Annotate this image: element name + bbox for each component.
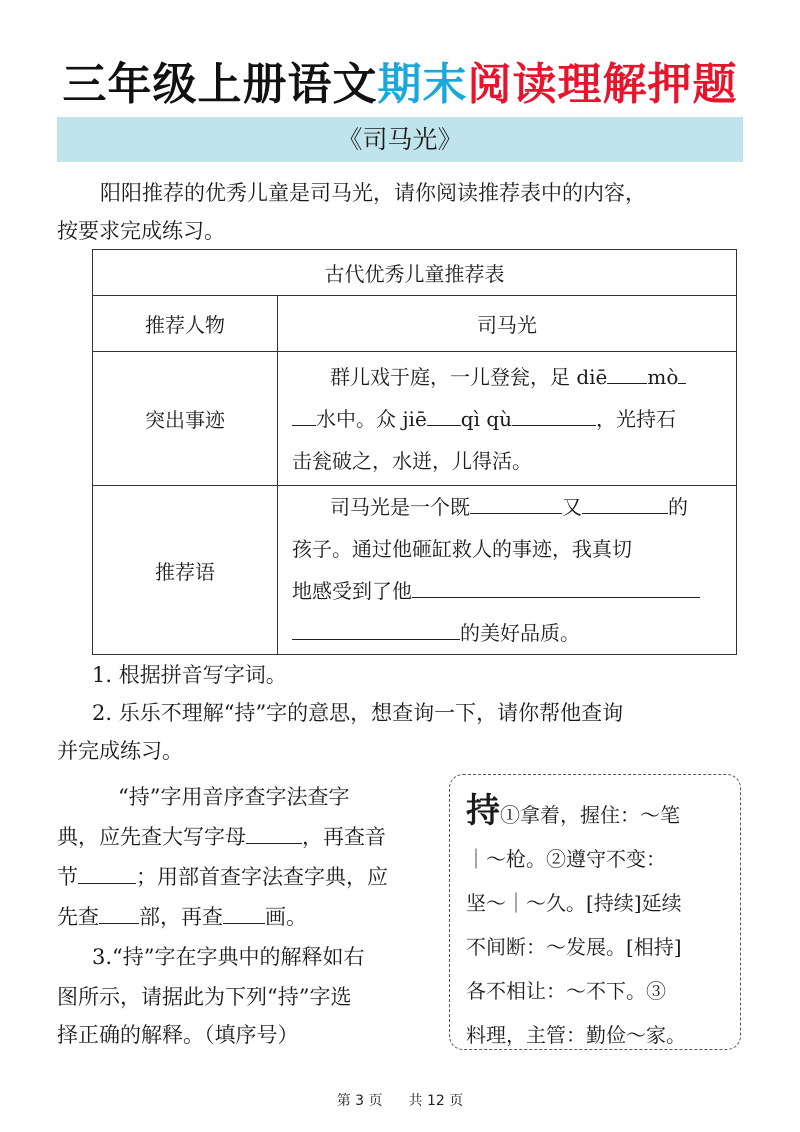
title-part-1: 三年级上册语文 xyxy=(62,59,378,110)
blank-quality-2[interactable] xyxy=(582,491,668,514)
person-value: 司马光 xyxy=(278,296,737,352)
blank-quality-3b[interactable] xyxy=(292,617,460,640)
title-part-2: 期末 xyxy=(377,59,468,110)
question-3-line-3: 择正确的解释。（填序号） xyxy=(57,1023,299,1047)
blank-quality-1[interactable] xyxy=(470,491,562,514)
recommend-line-1: 司马光是一个既 xyxy=(330,495,470,519)
blank-die[interactable] xyxy=(607,361,647,384)
dictionary-line-4: 不间断：～发展。[相持] xyxy=(466,935,682,959)
blank-capital-letter[interactable] xyxy=(246,821,302,844)
blank-mo-a[interactable] xyxy=(678,361,686,384)
lookup-line-3-a: 节 xyxy=(57,865,78,889)
question-3-line-2: 图所示，请据此为下列“持”字选 xyxy=(57,985,352,1009)
lookup-line-4 xyxy=(57,898,307,936)
lookup-line-2-b: ，再查音 xyxy=(302,825,386,849)
question-3-line-1: 3.“持”字在字典中的解释如右 xyxy=(92,945,365,969)
table-caption: 古代优秀儿童推荐表 xyxy=(93,250,737,296)
intro-line-1: 阳阳推荐的优秀儿童是司马光，请你阅读推荐表中的内容， xyxy=(100,181,646,205)
title-part-3: 阅读理解押题 xyxy=(467,59,738,110)
recommend-text xyxy=(278,486,737,655)
deeds-line-1: 群儿戏于庭，一儿登瓮，足 diē xyxy=(330,364,608,389)
deeds-label: 突出事迹 xyxy=(93,352,278,486)
question-1: 1. 根据拼音写字词。 xyxy=(92,663,287,687)
dictionary-line-1: ①拿着，握住：～笔 xyxy=(500,803,680,827)
blank-syllable[interactable] xyxy=(78,861,136,884)
lookup-line-1: “持”字用音序查字法查字 xyxy=(118,785,350,809)
recommend-you: 又 xyxy=(562,495,582,519)
blank-radical[interactable] xyxy=(99,901,139,924)
lookup-line-2 xyxy=(57,818,386,856)
dictionary-line-3: 坚～｜～久。[持续]延续 xyxy=(466,891,682,915)
lookup-line-2-a: 典，应先查大写字母 xyxy=(57,825,246,849)
section-title: 《司马光》 xyxy=(57,117,743,162)
recommend-label: 推荐语 xyxy=(93,486,278,655)
pinyin-mo: mò xyxy=(647,364,679,389)
deeds-line-2: 水中。众 jiē xyxy=(316,406,427,431)
recommend-line-3: 地感受到了他 xyxy=(292,579,412,603)
blank-jie[interactable] xyxy=(427,403,461,426)
deeds-text xyxy=(278,352,737,486)
recommend-de: 的 xyxy=(668,495,688,519)
page-footer xyxy=(0,1090,800,1110)
dictionary-line-2: ｜～枪。②遵守不变： xyxy=(466,847,666,871)
recommend-line-2: 孩子。通过他砸缸救人的事迹，我真切 xyxy=(292,537,632,561)
recommend-line-4: 的美好品质。 xyxy=(460,621,580,645)
recommendation-table xyxy=(92,249,737,655)
deeds-line-2-end: ，光持石 xyxy=(596,406,677,431)
blank-strokes[interactable] xyxy=(223,901,265,924)
page-total: 共 12 页 xyxy=(408,1093,464,1109)
pinyin-qiqu: qì qù xyxy=(460,406,513,431)
lookup-line-4-b: 部，再查 xyxy=(139,905,223,929)
blank-mo-b[interactable] xyxy=(292,403,316,426)
question-2-line-2: 并完成练习。 xyxy=(57,739,183,763)
lookup-line-4-c: 画。 xyxy=(265,905,307,929)
dictionary-char: 持 xyxy=(466,791,500,831)
person-label: 推荐人物 xyxy=(93,296,278,352)
dictionary-line-6: 料理，主管：勤俭～家。 xyxy=(466,1023,686,1047)
lookup-line-3 xyxy=(57,858,388,896)
lookup-line-4-a: 先查 xyxy=(57,905,99,929)
dictionary-line-5: 各不相让：～不下。③ xyxy=(466,979,666,1003)
page-number: 第 3 页 xyxy=(336,1093,383,1109)
lookup-line-3-b: ；用部首查字法查字典，应 xyxy=(136,865,388,889)
dictionary-entry xyxy=(449,774,741,1050)
deeds-line-3: 击瓮破之，水迸，儿得活。 xyxy=(292,448,532,473)
question-2-line-1: 2. 乐乐不理解“持”字的意思，想查询一下，请你帮他查询 xyxy=(92,701,624,725)
blank-qiqu[interactable] xyxy=(512,403,596,426)
page-title xyxy=(0,48,800,112)
blank-quality-3a[interactable] xyxy=(412,575,700,598)
intro-line-2: 按要求完成练习。 xyxy=(57,219,225,243)
